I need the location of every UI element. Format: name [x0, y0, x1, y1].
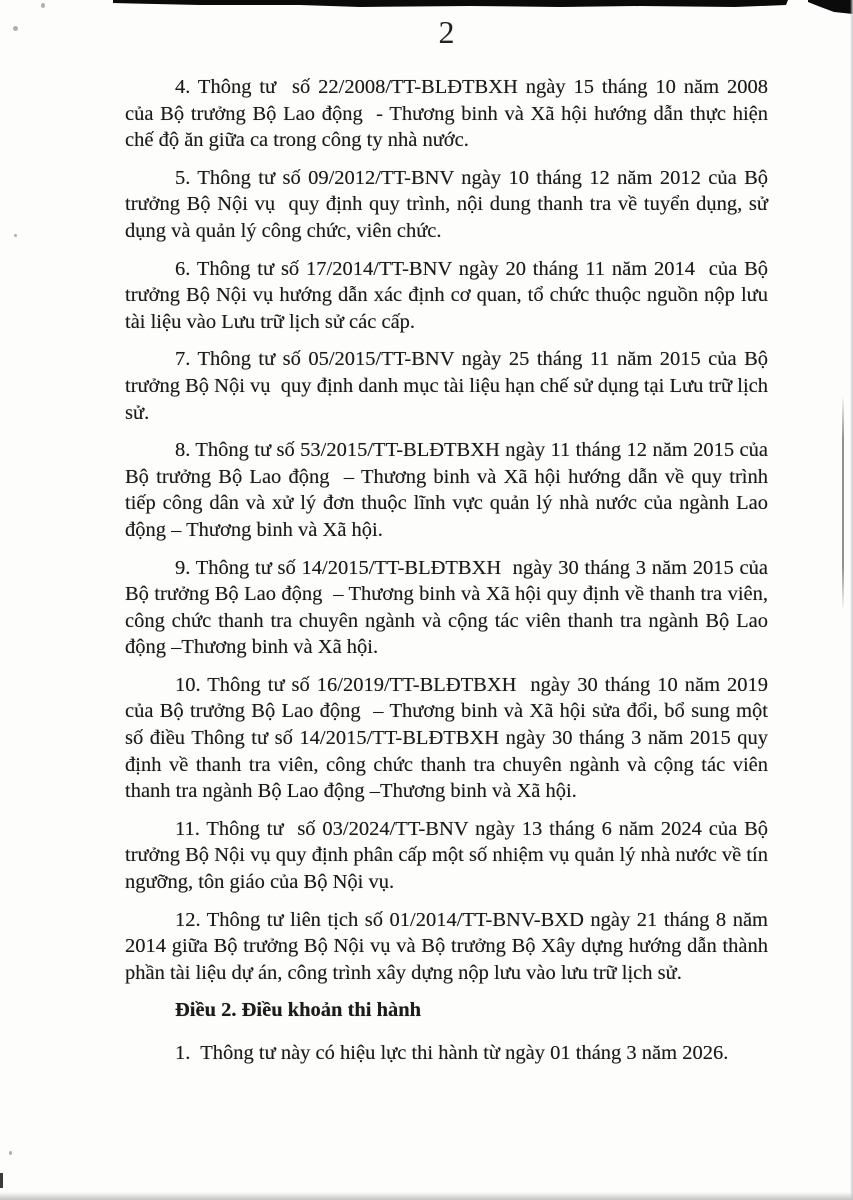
- list-item-4: 4. Thông tư số 22/2008/TT-BLĐTBXH ngày 15 tháng 10 năm 2008 của Bộ trưởng Bộ Lao động - Thương binh và Xã hội hướng dẫn thực hiện chế độ ăn giữa ca trong công ty nhà nước.: [125, 76, 774, 152]
- scan-corner-mark-artifact: [0, 1173, 3, 1188]
- list-item-5: 5. Thông tư số 09/2012/TT-BNV ngày 10 tháng 12 năm 2012 của Bộ trưởng Bộ Nội vụ quy định quy trình, nội dung thanh tra về tuyển dụng, sử dụng và quản lý công chức, viên chức.: [125, 166, 774, 242]
- list-item-8: 8. Thông tư số 53/2015/TT-BLĐTBXH ngày 11 tháng 12 năm 2015 của Bộ trưởng Bộ Lao động – Thương binh và Xã hội hướng dẫn về quy trình tiếp công dân và xử lý đơn thuộc lĩnh vực quản lý nhà nước của ngành Lao động – Thương binh và Xã hội.: [125, 439, 774, 541]
- scan-speck: [41, 3, 45, 8]
- list-item-12: 12. Thông tư liên tịch số 01/2014/TT-BNV-BXD ngày 21 tháng 8 năm 2014 giữa Bộ trưởng Bộ Nội vụ và Bộ trưởng Bộ Xây dựng hướng dẫn thành phần tài liệu dự án, công trình xây dựng nộp lưu vào lưu trữ lịch sử.: [125, 908, 774, 984]
- list-item-6: 6. Thông tư số 17/2014/TT-BNV ngày 20 tháng 11 năm 2014 của Bộ trưởng Bộ Nội vụ hướng dẫn xác định cơ quan, tổ chức thuộc nguồn nộp lưu tài liệu vào Lưu trữ lịch sử các cấp.: [125, 257, 774, 333]
- list-item-10: 10. Thông tư số 16/2019/TT-BLĐTBXH ngày 30 tháng 10 năm 2019 của Bộ trưởng Bộ Lao động – Thương binh và Xã hội sửa đổi, bổ sung một số điều Thông tư số 14/2015/TT-BLĐTBXH ngày 30 tháng 3 năm 2015 quy định về thanh tra viên, công chức thanh tra chuyên ngành và cộng tác viên thanh tra ngành Bộ Lao động –Thương binh và Xã hội.: [125, 673, 774, 803]
- scan-speck: [9, 1151, 12, 1155]
- article-2-heading: Điều 2. Điều khoản thi hành: [175, 999, 422, 1022]
- list-item-9: 9. Thông tư số 14/2015/TT-BLĐTBXH ngày 30 tháng 3 năm 2015 của Bộ trưởng Bộ Lao động – Thương binh và Xã hội quy định về thanh tra viên, công chức thanh tra chuyên ngành và cộng tác viên thanh tra ngành Bộ Lao động –Thương binh và Xã hội.: [125, 556, 774, 659]
- page-number: 2: [438, 14, 455, 50]
- effective-date-clause: 1. Thông tư này có hiệu lực thi hành từ ngày 01 tháng 3 năm 2026.: [175, 1042, 729, 1064]
- text-column: [125, 0, 774, 1067]
- scan-speck: [14, 234, 17, 237]
- scan-bottom-edge-artifact: [0, 1192, 853, 1200]
- list-item-11: 11. Thông tư số 03/2024/TT-BNV ngày 13 tháng 6 năm 2024 của Bộ trưởng Bộ Nội vụ quy định phân cấp một số nhiệm vụ quản lý nhà nước về tín ngưỡng, tôn giáo của Bộ Nội vụ.: [125, 817, 774, 894]
- scan-speck: [13, 26, 18, 31]
- scan-right-line-artifact: [842, 395, 844, 610]
- list-item-7: 7. Thông tư số 05/2015/TT-BNV ngày 25 tháng 11 năm 2015 của Bộ trưởng Bộ Nội vụ quy định danh mục tài liệu hạn chế sử dụng tại Lưu trữ lịch sử.: [125, 348, 774, 424]
